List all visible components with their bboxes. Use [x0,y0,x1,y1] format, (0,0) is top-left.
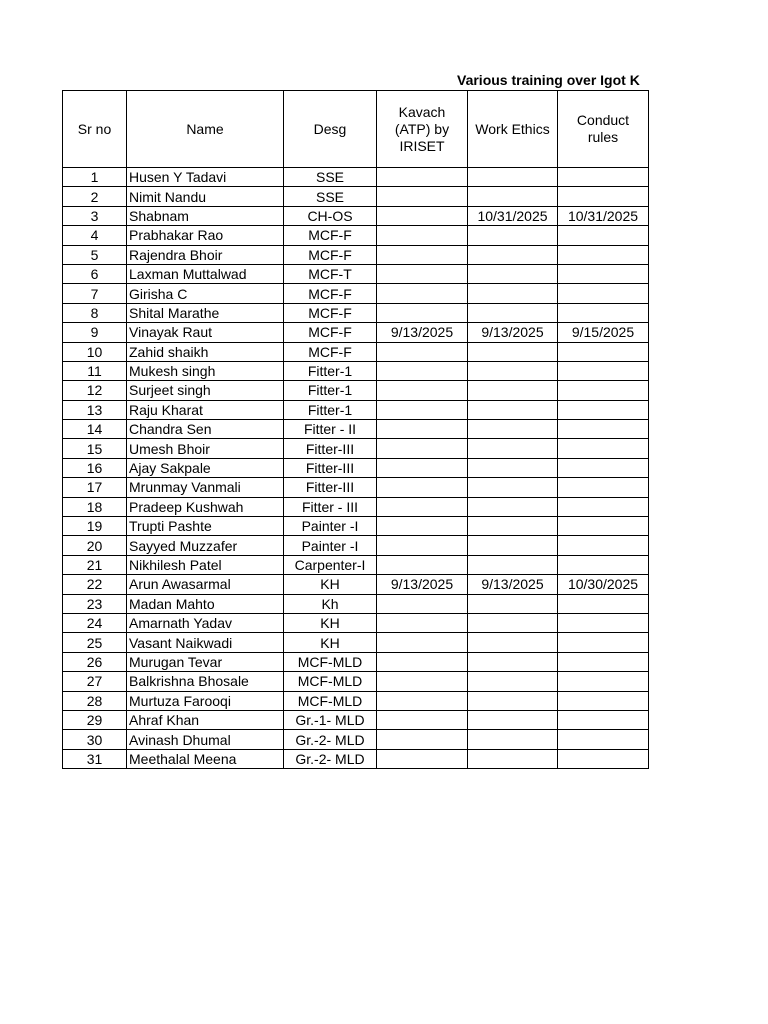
conduct-rules-cell[interactable] [558,458,649,477]
sr-no-cell[interactable]: 21 [63,555,127,574]
header-conduct-rules[interactable]: Conduct rules [558,91,649,168]
desg-cell[interactable]: MCF-T [284,264,377,283]
conduct-rules-cell[interactable] [558,439,649,458]
desg-cell[interactable]: KH [284,633,377,652]
name-cell[interactable]: Sayyed Muzzafer [127,536,284,555]
name-cell[interactable]: Surjeet singh [127,381,284,400]
header-row [63,91,649,168]
name-cell[interactable]: Balkrishna Bhosale [127,672,284,691]
conduct-rules-cell[interactable] [558,284,649,303]
desg-cell[interactable]: MCF-F [284,284,377,303]
table-row [63,245,649,264]
desg-cell[interactable]: CH-OS [284,206,377,225]
table-row [63,206,649,225]
name-cell[interactable]: Nimit Nandu [127,187,284,206]
kavach-cell[interactable] [377,478,468,497]
desg-cell[interactable]: SSE [284,168,377,187]
kavach-cell[interactable] [377,400,468,419]
header-sr-no[interactable]: Sr no [63,91,127,168]
conduct-rules-cell[interactable] [558,187,649,206]
work-ethics-cell[interactable]: 9/13/2025 [468,323,558,342]
sr-no-cell[interactable]: 30 [63,730,127,749]
desg-cell[interactable]: Fitter-1 [284,381,377,400]
conduct-rules-cell[interactable] [558,361,649,380]
sheet-title-area [440,70,648,90]
kavach-cell[interactable] [377,594,468,613]
name-cell[interactable]: Mukesh singh [127,361,284,380]
work-ethics-cell[interactable] [468,381,558,400]
table-row [63,497,649,516]
sr-no-cell[interactable]: 6 [63,264,127,283]
kavach-cell[interactable] [377,555,468,574]
name-cell[interactable]: Arun Awasarmal [127,575,284,594]
name-cell[interactable]: Shabnam [127,206,284,225]
conduct-rules-cell[interactable] [558,536,649,555]
sr-no-cell[interactable]: 26 [63,652,127,671]
work-ethics-cell[interactable] [468,458,558,477]
sr-no-cell[interactable]: 10 [63,342,127,361]
work-ethics-cell[interactable] [468,633,558,652]
desg-cell[interactable]: KH [284,613,377,632]
sr-no-cell[interactable]: 16 [63,458,127,477]
kavach-cell[interactable] [377,303,468,322]
conduct-rules-cell[interactable] [558,497,649,516]
name-cell[interactable]: Mrunmay Vanmali [127,478,284,497]
desg-cell[interactable]: KH [284,575,377,594]
work-ethics-cell[interactable] [468,245,558,264]
table-row [63,323,649,342]
desg-cell[interactable]: Fitter-III [284,458,377,477]
desg-cell[interactable]: MCF-F [284,245,377,264]
work-ethics-cell[interactable] [468,730,558,749]
conduct-rules-cell[interactable]: 10/31/2025 [558,206,649,225]
name-cell[interactable]: Rajendra Bhoir [127,245,284,264]
name-cell[interactable]: Ahraf Khan [127,710,284,729]
work-ethics-cell[interactable] [468,361,558,380]
work-ethics-cell[interactable] [468,264,558,283]
sr-no-cell[interactable]: 8 [63,303,127,322]
work-ethics-cell[interactable] [468,691,558,710]
table-row [63,730,649,749]
conduct-rules-cell[interactable]: 9/15/2025 [558,323,649,342]
kavach-cell[interactable] [377,710,468,729]
sr-no-cell[interactable]: 31 [63,749,127,768]
sr-no-cell[interactable]: 17 [63,478,127,497]
table-row [63,613,649,632]
conduct-rules-cell[interactable] [558,303,649,322]
table-row [63,575,649,594]
name-cell[interactable]: Avinash Dhumal [127,730,284,749]
desg-cell[interactable]: Gr.-1- MLD [284,710,377,729]
kavach-cell[interactable] [377,226,468,245]
desg-cell[interactable]: Painter -I [284,517,377,536]
name-cell[interactable]: Trupti Pashte [127,517,284,536]
table-row [63,381,649,400]
table-row [63,478,649,497]
sr-no-cell[interactable]: 18 [63,497,127,516]
desg-cell[interactable]: Carpenter-I [284,555,377,574]
header-work-ethics[interactable]: Work Ethics [468,91,558,168]
desg-cell[interactable]: Fitter-1 [284,361,377,380]
desg-cell[interactable]: Kh [284,594,377,613]
kavach-cell[interactable] [377,342,468,361]
table-row [63,749,649,768]
conduct-rules-cell[interactable] [558,710,649,729]
sr-no-cell[interactable]: 27 [63,672,127,691]
desg-cell[interactable]: MCF-F [284,342,377,361]
kavach-cell[interactable] [377,691,468,710]
sr-no-cell[interactable]: 9 [63,323,127,342]
work-ethics-cell[interactable] [468,536,558,555]
table-row [63,517,649,536]
work-ethics-cell[interactable] [468,342,558,361]
desg-cell[interactable]: Fitter-1 [284,400,377,419]
conduct-rules-cell[interactable] [558,652,649,671]
work-ethics-cell[interactable] [468,420,558,439]
header-kavach[interactable]: Kavach (ATP) by IRISET [377,91,468,168]
desg-cell[interactable]: MCF-F [284,226,377,245]
kavach-cell[interactable] [377,245,468,264]
name-cell[interactable]: Girisha C [127,284,284,303]
kavach-cell[interactable] [377,672,468,691]
work-ethics-cell[interactable] [468,478,558,497]
table-row [63,691,649,710]
desg-cell[interactable]: Fitter-III [284,478,377,497]
kavach-cell[interactable] [377,536,468,555]
work-ethics-cell[interactable] [468,400,558,419]
conduct-rules-cell[interactable] [558,517,649,536]
work-ethics-cell[interactable] [468,497,558,516]
desg-cell[interactable]: Fitter-III [284,439,377,458]
kavach-cell[interactable] [377,284,468,303]
name-cell[interactable]: Amarnath Yadav [127,613,284,632]
name-cell[interactable]: Shital Marathe [127,303,284,322]
work-ethics-cell[interactable] [468,710,558,729]
desg-cell[interactable]: MCF-F [284,303,377,322]
table-row [63,458,649,477]
name-cell[interactable]: Madan Mahto [127,594,284,613]
work-ethics-cell[interactable] [468,517,558,536]
table-row [63,264,649,283]
conduct-rules-cell[interactable] [558,226,649,245]
kavach-cell[interactable] [377,517,468,536]
kavach-cell[interactable] [377,420,468,439]
table-row [63,439,649,458]
kavach-cell[interactable] [377,381,468,400]
conduct-rules-cell[interactable]: 10/30/2025 [558,575,649,594]
conduct-rules-cell[interactable] [558,730,649,749]
header-desg[interactable]: Desg [284,91,377,168]
conduct-rules-cell[interactable] [558,264,649,283]
kavach-cell[interactable] [377,361,468,380]
work-ethics-cell[interactable] [468,168,558,187]
training-table [62,90,649,769]
kavach-cell[interactable] [377,652,468,671]
kavach-cell[interactable]: 9/13/2025 [377,575,468,594]
work-ethics-cell[interactable] [468,284,558,303]
work-ethics-cell[interactable]: 9/13/2025 [468,575,558,594]
sr-no-cell[interactable]: 19 [63,517,127,536]
sr-no-cell[interactable]: 23 [63,594,127,613]
conduct-rules-cell[interactable] [558,420,649,439]
sr-no-cell[interactable]: 22 [63,575,127,594]
kavach-cell[interactable]: 9/13/2025 [377,323,468,342]
conduct-rules-cell[interactable] [558,400,649,419]
name-cell[interactable]: Vasant Naikwadi [127,633,284,652]
conduct-rules-cell[interactable] [558,478,649,497]
name-cell[interactable]: Umesh Bhoir [127,439,284,458]
sr-no-cell[interactable]: 29 [63,710,127,729]
name-cell[interactable]: Chandra Sen [127,420,284,439]
table-row [63,342,649,361]
kavach-cell[interactable] [377,613,468,632]
sr-no-cell[interactable]: 11 [63,361,127,380]
conduct-rules-cell[interactable] [558,749,649,768]
conduct-rules-cell[interactable] [558,594,649,613]
table-row [63,710,649,729]
desg-cell[interactable]: MCF-MLD [284,691,377,710]
desg-cell[interactable]: MCF-F [284,323,377,342]
work-ethics-cell[interactable] [468,672,558,691]
desg-cell[interactable]: SSE [284,187,377,206]
table-row [63,672,649,691]
table-row [63,284,649,303]
name-cell[interactable]: Raju Kharat [127,400,284,419]
table-row [63,594,649,613]
desg-cell[interactable]: Gr.-2- MLD [284,730,377,749]
work-ethics-cell[interactable] [468,613,558,632]
conduct-rules-cell[interactable] [558,168,649,187]
sr-no-cell[interactable]: 20 [63,536,127,555]
name-cell[interactable]: Laxman Muttalwad [127,264,284,283]
name-cell[interactable]: Prabhakar Rao [127,226,284,245]
name-cell[interactable]: Murtuza Farooqi [127,691,284,710]
conduct-rules-cell[interactable] [558,691,649,710]
work-ethics-cell[interactable] [468,652,558,671]
sr-no-cell[interactable]: 13 [63,400,127,419]
kavach-cell[interactable] [377,458,468,477]
table-row [63,633,649,652]
conduct-rules-cell[interactable] [558,613,649,632]
desg-cell[interactable]: MCF-MLD [284,672,377,691]
work-ethics-cell[interactable]: 10/31/2025 [468,206,558,225]
work-ethics-cell[interactable] [468,555,558,574]
sheet-title: Various training over Igot K [457,72,640,88]
kavach-cell[interactable] [377,497,468,516]
work-ethics-cell[interactable] [468,187,558,206]
kavach-cell[interactable] [377,187,468,206]
name-cell[interactable]: Nikhilesh Patel [127,555,284,574]
sr-no-cell[interactable]: 25 [63,633,127,652]
conduct-rules-cell[interactable] [558,381,649,400]
name-cell[interactable]: Ajay Sakpale [127,458,284,477]
sr-no-cell[interactable]: 14 [63,420,127,439]
name-cell[interactable]: Pradeep Kushwah [127,497,284,516]
conduct-rules-cell[interactable] [558,342,649,361]
name-cell[interactable]: Murugan Tevar [127,652,284,671]
sr-no-cell[interactable]: 15 [63,439,127,458]
work-ethics-cell[interactable] [468,303,558,322]
sr-no-cell[interactable]: 7 [63,284,127,303]
work-ethics-cell[interactable] [468,594,558,613]
sr-no-cell[interactable]: 2 [63,187,127,206]
conduct-rules-cell[interactable] [558,672,649,691]
sr-no-cell[interactable]: 5 [63,245,127,264]
sr-no-cell[interactable]: 3 [63,206,127,225]
kavach-cell[interactable] [377,206,468,225]
kavach-cell[interactable] [377,730,468,749]
work-ethics-cell[interactable] [468,226,558,245]
work-ethics-cell[interactable] [468,439,558,458]
name-cell[interactable]: Husen Y Tadavi [127,168,284,187]
table-row [63,555,649,574]
name-cell[interactable]: Zahid shaikh [127,342,284,361]
conduct-rules-cell[interactable] [558,633,649,652]
table-row [63,226,649,245]
sr-no-cell[interactable]: 4 [63,226,127,245]
sr-no-cell[interactable]: 24 [63,613,127,632]
kavach-cell[interactable] [377,168,468,187]
desg-cell[interactable]: MCF-MLD [284,652,377,671]
desg-cell[interactable]: Painter -I [284,536,377,555]
sr-no-cell[interactable]: 12 [63,381,127,400]
name-cell[interactable]: Meethalal Meena [127,749,284,768]
desg-cell[interactable]: Fitter - II [284,420,377,439]
name-cell[interactable]: Vinayak Raut [127,323,284,342]
table-row [63,536,649,555]
conduct-rules-cell[interactable] [558,555,649,574]
sr-no-cell[interactable]: 1 [63,168,127,187]
sr-no-cell[interactable]: 28 [63,691,127,710]
table-body [63,168,649,769]
table-row [63,303,649,322]
table-row [63,400,649,419]
kavach-cell[interactable] [377,749,468,768]
work-ethics-cell[interactable] [468,749,558,768]
kavach-cell[interactable] [377,633,468,652]
table-row [63,187,649,206]
table-row [63,420,649,439]
table-row [63,168,649,187]
kavach-cell[interactable] [377,264,468,283]
kavach-cell[interactable] [377,439,468,458]
table-row [63,361,649,380]
desg-cell[interactable]: Gr.-2- MLD [284,749,377,768]
table-row [63,652,649,671]
header-name[interactable]: Name [127,91,284,168]
conduct-rules-cell[interactable] [558,245,649,264]
desg-cell[interactable]: Fitter - III [284,497,377,516]
